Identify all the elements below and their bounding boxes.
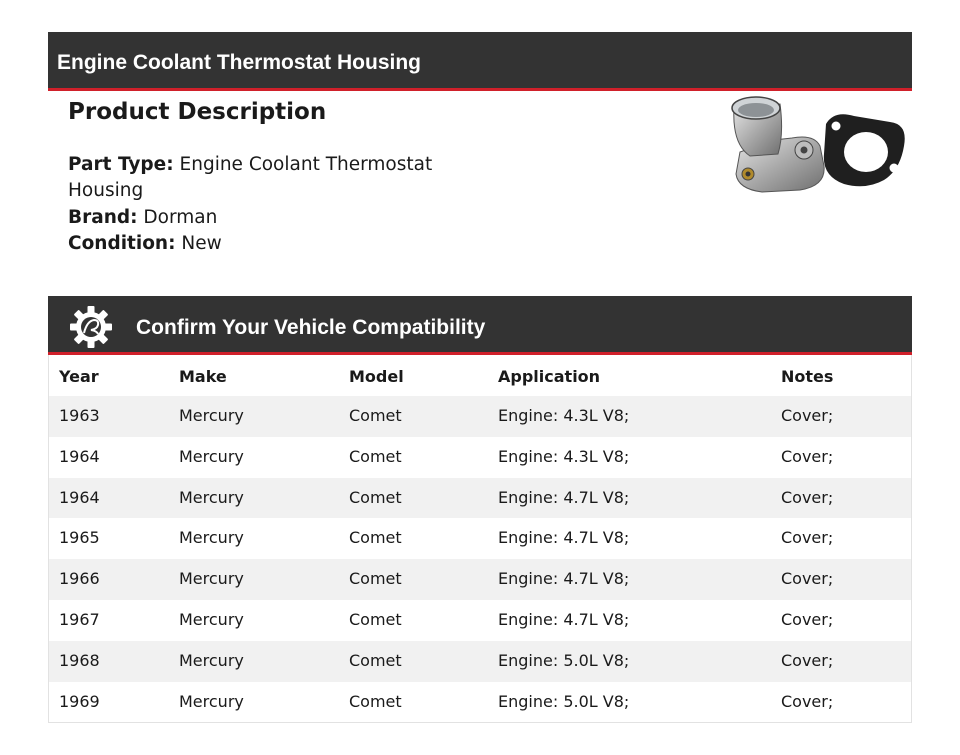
cell-year: 1967: [59, 609, 100, 629]
cell-application: Engine: 4.3L V8;: [498, 406, 630, 425]
cell-make: Mercury: [179, 406, 244, 425]
cell-model: Comet: [349, 446, 402, 466]
gear-logo-icon: [69, 305, 113, 349]
spec-brand-label: Brand:: [68, 206, 138, 228]
column-header-model: Model: [349, 367, 404, 386]
cell-notes: Cover;: [781, 650, 834, 670]
cell-year: 1966: [59, 569, 100, 589]
compatibility-table: [48, 355, 912, 723]
cell-application: Engine: 4.7L V8;: [498, 487, 630, 507]
cell-year: 1964: [59, 487, 100, 507]
cell-make: Mercury: [179, 609, 244, 629]
table-header-row: [49, 355, 911, 396]
spec-list: [68, 152, 448, 257]
description-heading: Product Description: [68, 99, 327, 125]
table-row: [49, 518, 911, 559]
cell-model: Comet: [349, 406, 402, 425]
cell-application: Engine: 4.7L V8;: [498, 569, 630, 589]
cell-application: Engine: 5.0L V8;: [498, 650, 630, 670]
cell-notes: Cover;: [781, 487, 834, 507]
table-row: [49, 641, 911, 682]
cell-application: Engine: 4.7L V8;: [498, 528, 630, 548]
cell-notes: Cover;: [781, 569, 834, 589]
cell-application: Engine: 5.0L V8;: [498, 691, 630, 711]
cell-make: Mercury: [179, 487, 244, 507]
cell-make: Mercury: [179, 446, 244, 466]
cell-model: Comet: [349, 650, 402, 670]
table-row: [49, 478, 911, 519]
cell-model: Comet: [349, 528, 402, 548]
cell-year: 1968: [59, 650, 100, 670]
cell-notes: Cover;: [781, 406, 834, 425]
cell-notes: Cover;: [781, 446, 834, 466]
cell-make: Mercury: [179, 691, 244, 711]
cell-notes: Cover;: [781, 609, 834, 629]
cell-year: 1965: [59, 528, 100, 548]
cell-model: Comet: [349, 487, 402, 507]
spec-condition: [68, 231, 448, 257]
cell-model: Comet: [349, 691, 402, 711]
table-row: [49, 682, 911, 723]
product-title-bar: [48, 32, 912, 91]
product-title: Engine Coolant Thermostat Housing: [57, 51, 422, 74]
table-row: [49, 559, 911, 600]
cell-notes: Cover;: [781, 691, 834, 711]
table-row: [49, 437, 911, 478]
spec-part-type-label: Part Type:: [68, 154, 174, 175]
table-row: [49, 600, 911, 641]
cell-notes: Cover;: [781, 528, 834, 548]
cell-year: 1963: [59, 406, 100, 425]
column-header-notes: Notes: [781, 367, 834, 386]
cell-application: Engine: 4.3L V8;: [498, 446, 630, 466]
column-header-year: Year: [59, 367, 99, 386]
spec-condition-label: Condition:: [68, 232, 176, 254]
cell-application: Engine: 4.7L V8;: [498, 609, 630, 629]
column-header-application: Application: [498, 367, 601, 386]
cell-make: Mercury: [179, 528, 244, 548]
cell-year: 1964: [59, 446, 100, 466]
column-header-make: Make: [179, 367, 227, 386]
product-image: [722, 94, 912, 198]
cell-year: 1969: [59, 691, 100, 711]
cell-make: Mercury: [179, 569, 244, 589]
cell-make: Mercury: [179, 650, 244, 670]
spec-brand-value: Dorman: [143, 206, 218, 228]
table-row: [49, 396, 911, 437]
product-description: [68, 96, 448, 257]
spec-part-type-value: Engine Coolant Thermostat Housing: [68, 154, 433, 202]
compatibility-title: Confirm Your Vehicle Compatibility: [136, 316, 486, 339]
spec-part-type: [68, 152, 448, 205]
cell-model: Comet: [349, 609, 402, 629]
cell-model: Comet: [349, 569, 402, 589]
spec-condition-value: New: [181, 232, 222, 254]
spec-brand: [68, 205, 448, 231]
compatibility-bar: [48, 296, 912, 355]
